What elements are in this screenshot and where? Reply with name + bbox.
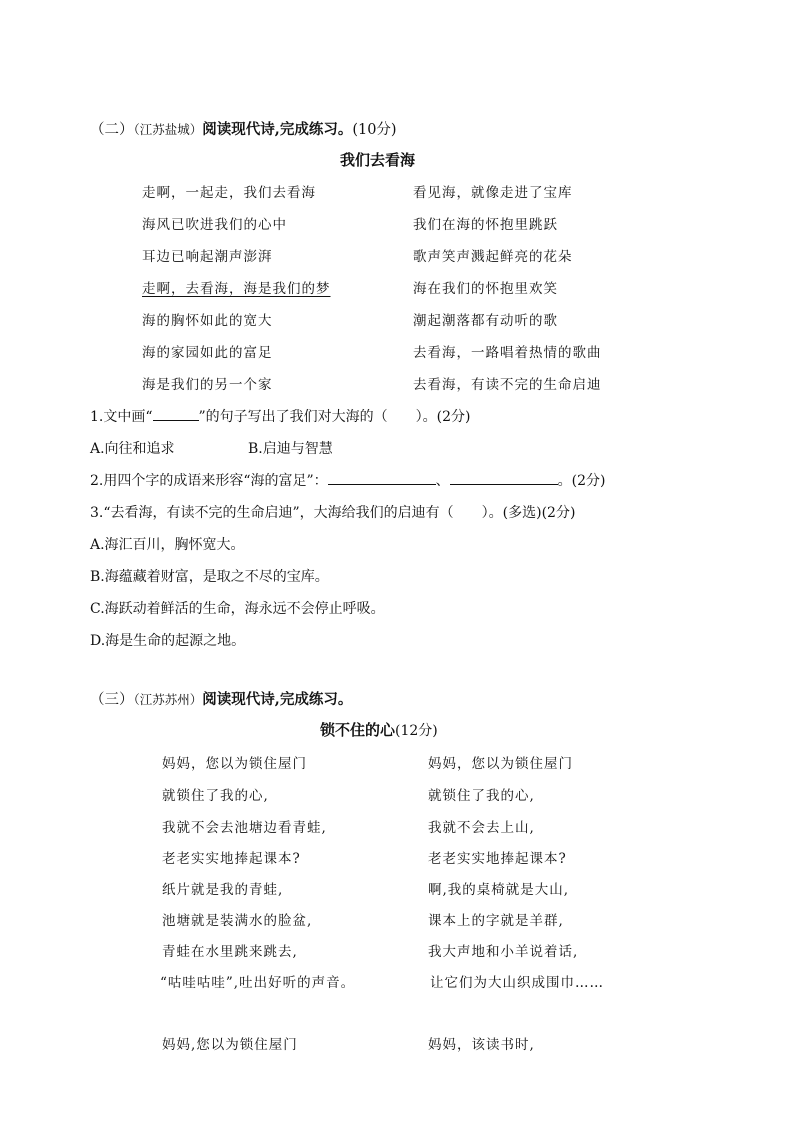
question-3-option-a: A.海汇百川，胸怀宽大。 <box>90 537 245 553</box>
section-3-title: 阅读现代诗,完成练习。 <box>202 691 353 708</box>
section-2-heading <box>90 118 397 139</box>
poem-1-line: 海风已吹进我们的心中 <box>142 217 287 233</box>
poem-2-line: 老老实实地捧起课本? <box>162 851 301 867</box>
question-1-option-b: B.启迪与智慧 <box>248 441 333 457</box>
poem-2-line: 我就不会去上山, <box>428 820 535 836</box>
section-3-points: (12分) <box>395 723 438 739</box>
section-2-source: （江苏盐城） <box>133 122 203 137</box>
poem-2-line: 纸片就是我的青蛙, <box>162 882 284 898</box>
poem-1-title: 我们去看海 <box>340 151 416 169</box>
poem-2-line: 就锁住了我的心, <box>428 788 535 804</box>
answer-blank-1[interactable] <box>328 472 436 485</box>
poem-1-underlined-line: 走啊，去看海，海是我们的梦 <box>142 281 331 297</box>
poem-2-line: 啊,我的桌椅就是大山, <box>428 882 570 898</box>
poem-2-line: 让它们为大山织成围巾…… <box>430 975 604 991</box>
poem-2-line: 妈妈，该读书时, <box>428 1037 535 1053</box>
answer-blank-2[interactable] <box>450 472 558 485</box>
poem-2-line: 就锁住了我的心, <box>162 788 269 804</box>
section-3-heading <box>90 688 352 709</box>
poem-2-line: 青蛙在水里跳来跳去, <box>162 944 298 960</box>
poem-1-line: 我们在海的怀抱里跳跃 <box>413 217 558 233</box>
poem-2-line: 妈妈，您以为锁住屋门 <box>428 756 573 772</box>
question-1-option-a: A.向往和追求 <box>90 441 175 457</box>
poem-1-line: 海在我们的怀抱里欢笑 <box>413 281 558 297</box>
section-3-source: （江苏苏州） <box>133 692 203 707</box>
poem-2-title: 锁不住的心(12分) <box>320 721 438 739</box>
question-3: 3.“去看海，有读不完的生命启迪”，大海给我们的启迪有（ ）。(多选)(2分) <box>90 505 576 521</box>
question-3-option-c: C.海跃动着鲜活的生命，海永远不会停止呼吸。 <box>90 601 385 617</box>
poem-1-line: 海的胸怀如此的宽大 <box>142 313 273 329</box>
poem-1-line: 走啊，一起走，我们去看海 <box>142 185 316 201</box>
poem-2-line: 我大声地和小羊说着话, <box>428 944 579 960</box>
section-2-points: (10分) <box>352 122 397 138</box>
poem-2-line: 妈妈,您以为锁住屋门 <box>162 1037 298 1053</box>
poem-2-line: 老老实实地捧起课本? <box>428 851 567 867</box>
poem-1-line: 海的家园如此的富足 <box>142 345 273 361</box>
poem-1-line: 耳边已响起潮声澎湃 <box>142 249 273 265</box>
question-2: 2.用四个字的成语来形容“海的富足”： 、 。(2分) <box>90 473 606 489</box>
poem-2-line: “咕哇咕哇”,吐出好听的声音。 <box>160 975 356 991</box>
section-2-number: （二） <box>90 122 134 138</box>
poem-2-line: 课本上的字就是羊群, <box>428 913 564 929</box>
poem-1-line: 潮起潮落都有动听的歌 <box>413 313 558 329</box>
poem-1-line: 去看海，有读不完的生命启迪 <box>413 377 602 393</box>
section-3-number: （三） <box>90 692 134 708</box>
question-3-option-d: D.海是生命的起源之地。 <box>90 633 246 649</box>
question-1: 1.文中画“ ”的句子写出了我们对大海的（ ）。(2分) <box>90 409 471 425</box>
poem-1-line: 歌声笑声溅起鲜亮的花朵 <box>413 249 573 265</box>
question-3-option-b: B.海蕴藏着财富，是取之不尽的宝库。 <box>90 569 329 585</box>
poem-2-line: 妈妈，您以为锁住屋门 <box>162 756 307 772</box>
poem-1-line: 去看海，一路唱着热情的歌曲 <box>413 345 602 361</box>
underline-blank <box>153 408 199 421</box>
poem-2-line: 我就不会去池塘边看青蛙, <box>162 820 327 836</box>
poem-2-line: 池塘就是装满水的脸盆, <box>162 913 313 929</box>
poem-1-line: 看见海，就像走进了宝库 <box>413 185 573 201</box>
poem-1-line: 海是我们的另一个家 <box>142 377 273 393</box>
section-2-title: 阅读现代诗,完成练习。 <box>202 121 353 138</box>
